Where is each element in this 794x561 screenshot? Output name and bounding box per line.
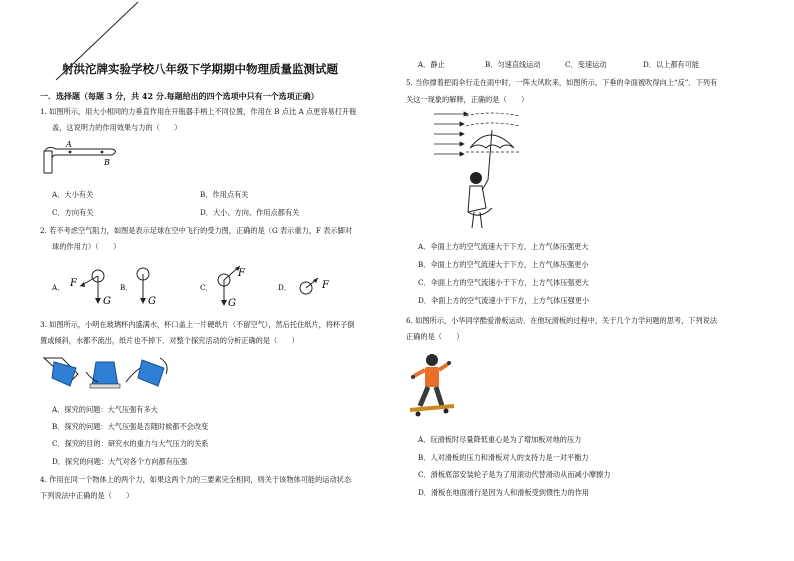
q5-stem-line1: 5. 当你撑着把雨伞行走在雨中时，一阵大风吹来，如图所示，下垂的伞面被吹得向上“反”．下列有 — [406, 78, 718, 87]
q2-option-b[interactable]: B． — [120, 283, 133, 292]
q1-stem-line2: 盖，这说明力的作用效果与力的（ ） — [52, 123, 182, 132]
force-f-label: F — [322, 280, 329, 291]
q4-stem-line2: 下列说法中正确的是（ ） — [40, 491, 134, 500]
force-f-label: F — [70, 278, 77, 289]
q2-stem-line2: 球的作用力）（ ） — [52, 242, 121, 251]
q4-option-a[interactable]: A．静止 — [418, 60, 445, 69]
inverted-cups-figure — [40, 352, 190, 392]
force-f-label: F — [238, 268, 245, 279]
gravity-g-label: G — [103, 296, 111, 307]
q3-option-d[interactable]: D．探究的问题：大气对各个方向都有压强 — [52, 457, 188, 466]
q6-option-b[interactable]: B．人对滑板的压力和滑板对人的支持力是一对平衡力 — [418, 453, 589, 462]
q5-option-d[interactable]: D．伞面上方的空气流速小于下方，上方气体压强更小 — [418, 296, 590, 305]
q6-option-a[interactable]: A．玩滑板时尽量降低重心是为了增加板对地的压力 — [418, 435, 582, 444]
force-diagrams — [50, 260, 350, 310]
bottle-opener-figure — [42, 141, 122, 175]
q5-option-b[interactable]: B．伞面上方的空气流速大于下方，上方气体压强更小 — [418, 260, 589, 269]
point-a-label: A — [66, 141, 72, 149]
q2-stem-line1: 2. 若不考虑空气阻力，如图是表示足球在空中飞行的受力图，正确的是（G 表示重力，F 表示脚对 — [40, 226, 352, 235]
q2-option-c[interactable]: C． — [200, 283, 213, 292]
q3-option-b[interactable]: B．探究的问题：大气压强是否随时候都不会改变 — [52, 422, 209, 431]
q4-stem-line1: 4. 作用在同一个物体上的两个力，如果这两个力的三要素完全相同，则关于该物体可能的运动状态 — [40, 475, 352, 484]
q4-option-d[interactable]: D．以上都有可能 — [643, 60, 700, 69]
q1-option-b[interactable]: B．作用点有关 — [200, 190, 249, 199]
q1-option-a[interactable]: A．大小有关 — [52, 190, 94, 199]
q5-option-c[interactable]: C．伞面上方的空气流速小于下方，上方气体压强更大 — [418, 278, 589, 287]
gravity-g-label: G — [228, 298, 236, 309]
q2-option-d[interactable]: D． — [278, 283, 291, 292]
q5-option-a[interactable]: A．伞面上方的空气流速大于下方，上方气体压强更大 — [418, 242, 589, 251]
q6-option-c[interactable]: C．滑板底部安装轮子是为了用滚动代替滑动从而减小摩擦力 — [418, 470, 611, 479]
umbrella-wind-figure — [430, 108, 530, 234]
q6-stem-line1: 6. 如图所示，小华同学酷爱滑板运动．在他玩滑板的过程中，关于几个力学问题的思考，下列说法 — [406, 316, 718, 325]
q3-stem-line2: 置或倾斜，水都不流出，纸片也不掉下．对整个探究活动的分析正确的是（ ） — [40, 336, 299, 345]
q5-stem-line2: 关这一现象的解释，正确的是（ ） — [406, 95, 529, 104]
gravity-g-label: G — [148, 296, 156, 307]
q1-stem-line1: 1. 如图所示，用大小相同的力垂直作用在开瓶器手柄上不同位置，作用在 B 点比 A 点更容易打开瓶 — [40, 107, 357, 116]
q3-stem-line1: 3. 如图所示，小明在玻璃杯内盛满水，杯口盖上一片硬纸片（不留空气），然后托住纸片，将杯子倒 — [40, 320, 355, 329]
q2-option-a[interactable]: A． — [52, 283, 65, 292]
section-heading: 一．选择题（每题 3 分，共 42 分.每题给出的四个选项中只有一个选项正确） — [40, 91, 319, 101]
q1-option-c[interactable]: C．方向有关 — [52, 208, 94, 217]
q4-option-c[interactable]: C．变速运动 — [565, 60, 607, 69]
q3-option-c[interactable]: C．探究的目的：研究水的重力与大气压力的关系 — [52, 439, 209, 448]
q4-option-b[interactable]: B．匀速直线运动 — [485, 60, 541, 69]
skateboarder-figure — [406, 350, 458, 422]
q6-stem-line2: 正确的是（ ） — [406, 332, 464, 341]
q6-option-d[interactable]: D．滑板在地面滑行是因为人和滑板受到惯性力的作用 — [418, 488, 590, 497]
q3-option-a[interactable]: A．探究的问题：大气压强有多大 — [52, 405, 158, 414]
point-b-label: B — [104, 158, 110, 167]
q1-option-d[interactable]: D．大小、方向、作用点都有关 — [200, 208, 300, 217]
page-title: 射洪沱牌实验学校八年级下学期期中物理质量监测试题 — [62, 62, 338, 76]
